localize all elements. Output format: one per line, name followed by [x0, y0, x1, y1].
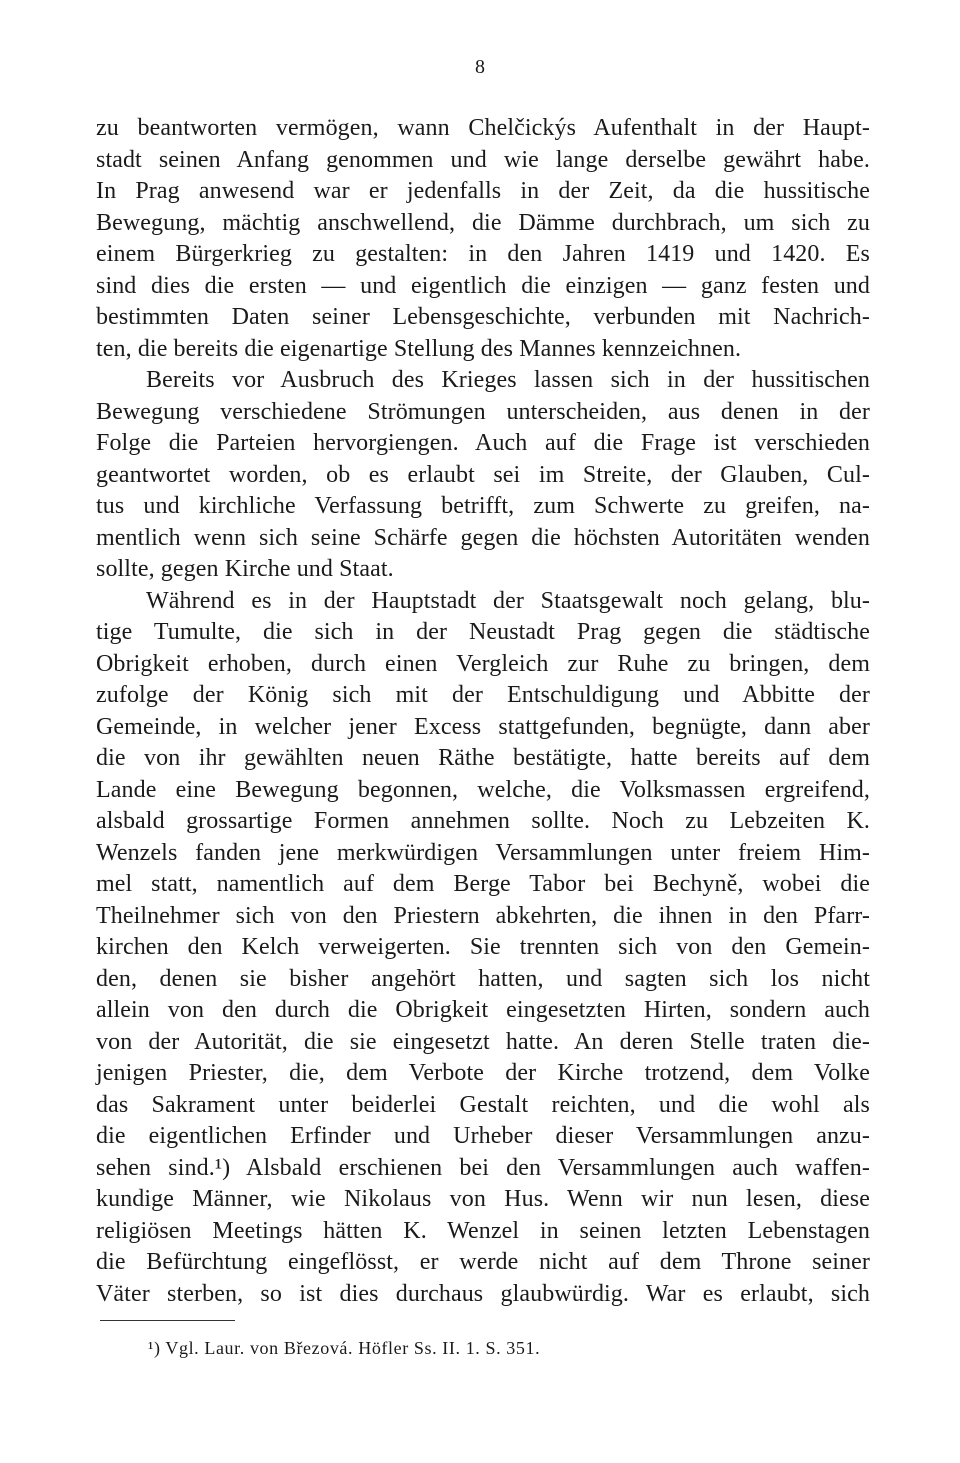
text-line: sind dies die ersten — und eigentlich die einzigen — ganz festen und	[96, 272, 870, 299]
text-line: religiösen Meetings hätten K. Wenzel in seinen letzten Lebenstagen	[96, 1217, 870, 1244]
text-line: mel statt, namentlich auf dem Berge Tabor bei Bechyně, wobei die	[96, 871, 870, 897]
text-line: sehen sind.¹) Alsbald erschienen bei den Versammlungen auch waffen-	[96, 1154, 870, 1181]
text-line: In Prag anwesend war er jedenfalls in der Zeit, da die hussitische	[96, 178, 870, 204]
text-line: Gemeinde, in welcher jener Excess stattgefunden, begnügte, dann aber	[96, 713, 870, 740]
text-line: kundige Männer, wie Nikolaus von Hus. Wenn wir nun lesen, diese	[96, 1186, 870, 1212]
text-line: sollte, gegen Kirche und Staat.	[96, 556, 394, 582]
text-line: Lande eine Bewegung begonnen, welche, die Volksmassen ergreifend,	[96, 776, 870, 803]
text-line: die Befürchtung eingeflösst, er werde nicht auf dem Throne seiner	[96, 1249, 870, 1275]
text-line: einem Bürgerkrieg zu gestalten: in den Jahren 1419 und 1420. Es	[96, 241, 870, 267]
text-line: die von ihr gewählten neuen Räthe bestätigte, hatte bereits auf dem	[96, 745, 870, 771]
text-line: ten, die bereits die eigenartige Stellung des Mannes kennzeichnen.	[96, 335, 742, 362]
text-line: geantwortet worden, ob es erlaubt sei im Streite, der Glauben, Cul-	[96, 461, 870, 488]
text-line: tus und kirchliche Verfassung betrifft, zum Schwerte zu greifen, na-	[96, 493, 870, 519]
text-line: Obrigkeit erhoben, durch einen Vergleich zur Ruhe zu bringen, dem	[96, 650, 870, 677]
text-line: bestimmten Daten seiner Lebensgeschichte, verbunden mit Nachrich-	[96, 304, 870, 330]
text-line: Während es in der Hauptstadt der Staatsgewalt noch gelang, blu-	[146, 587, 870, 614]
text-line: Väter sterben, so ist dies durchaus glaubwürdig. War es erlaubt, sich	[96, 1280, 870, 1307]
text-line: Wenzels fanden jene merkwürdigen Versammlungen unter freiem Him-	[96, 839, 870, 866]
text-line: Bewegung, mächtig anschwellend, die Dämme durchbrach, um sich zu	[96, 209, 870, 236]
text-line: die eigentlichen Erfinder und Urheber dieser Versammlungen anzu-	[96, 1123, 870, 1149]
text-line: kirchen den Kelch verweigerten. Sie trennten sich von den Gemein-	[96, 934, 870, 960]
text-line: Folge die Parteien hervorgiengen. Auch auf die Frage ist verschieden	[96, 430, 870, 456]
text-line: Bereits vor Ausbruch des Krieges lassen sich in der hussitischen	[146, 367, 870, 393]
text-line: mentlich wenn sich seine Schärfe gegen die höchsten Autoritäten wenden	[96, 524, 870, 551]
page-number: 8	[475, 56, 485, 78]
text-line: Bewegung verschiedene Strömungen unterscheiden, aus denen in der	[96, 398, 870, 425]
text-line: allein von den durch die Obrigkeit eingesetzten Hirten, sondern auch	[96, 997, 870, 1023]
text-line: tige Tumulte, die sich in der Neustadt Prag gegen die städtische	[96, 619, 870, 645]
text-line: alsbald grossartige Formen annehmen sollte. Noch zu Lebzeiten K.	[96, 808, 870, 834]
footnote: ¹) Vgl. Laur. von Březová. Höfler Ss. II. 1. S. 351.	[148, 1338, 541, 1358]
body-text	[96, 113, 870, 1310]
text-line: zu beantworten vermögen, wann Chelčickýs Aufenthalt in der Haupt-	[96, 115, 870, 141]
text-line: das Sakrament unter beiderlei Gestalt reichten, und die wohl als	[96, 1091, 870, 1118]
text-line: Theilnehmer sich von den Priestern abkehrten, die ihnen in den Pfarr-	[96, 902, 870, 929]
text-line: von der Autorität, die sie eingesetzt hatte. An deren Stelle traten die-	[96, 1028, 870, 1055]
text-line: jenigen Priester, die, dem Verbote der Kirche trotzend, dem Volke	[96, 1060, 870, 1086]
text-line: stadt seinen Anfang genommen und wie lange derselbe gewährt habe.	[96, 146, 870, 173]
footnote-divider	[100, 1320, 235, 1321]
text-line: den, denen sie bisher angehört hatten, und sagten sich los nicht	[96, 965, 870, 992]
text-line: zufolge der König sich mit der Entschuldigung und Abbitte der	[96, 682, 870, 708]
